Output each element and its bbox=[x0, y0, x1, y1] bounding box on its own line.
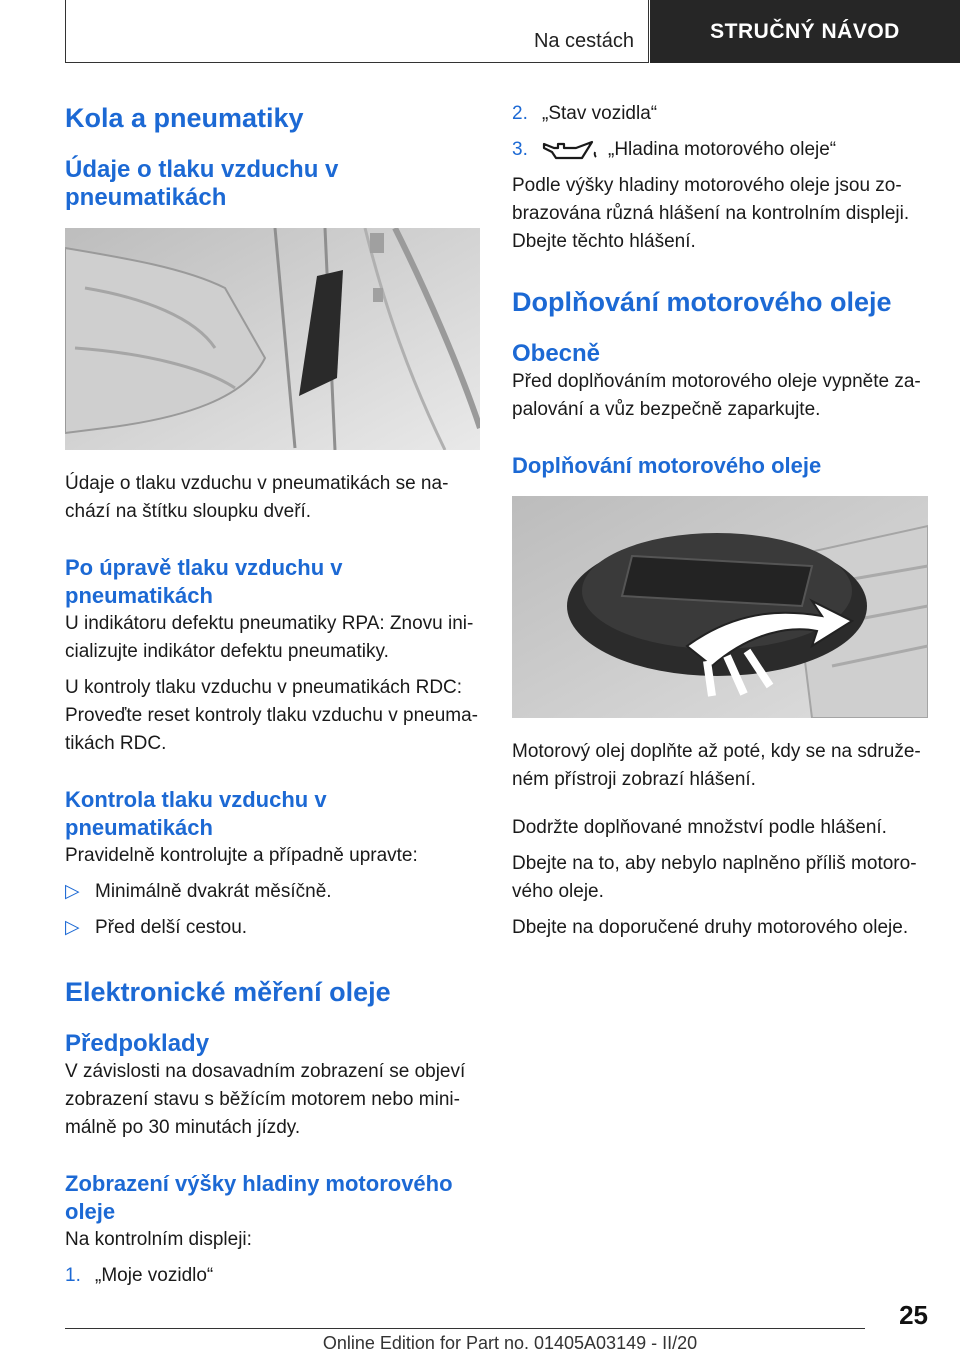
right-column bbox=[512, 100, 928, 942]
heading-oil-measurement: Elektronické měření oleje bbox=[65, 977, 391, 1007]
heading-general: Obecně bbox=[512, 340, 601, 367]
text-check-intro: Pravidelně kontrolujte a případně upravte: bbox=[65, 845, 418, 866]
list-item: ▷ Minimálně dvakrát měsíčně. bbox=[65, 878, 480, 906]
list-item: ▷ Před delší cestou. bbox=[65, 914, 480, 942]
list-item: 1. „Moje vozidlo“ bbox=[65, 1265, 214, 1286]
text-overfill: Dbejte na to, aby nebylo naplněno příliš motorového oleje. bbox=[512, 853, 917, 902]
heading-check-pressure: Kontrola tlaku vzduchu v pneumatikách bbox=[65, 787, 327, 840]
triangle-bullet-icon: ▷ bbox=[65, 881, 80, 902]
heading-oil-level-display: Zobrazení výšky hladiny motorového oleje bbox=[65, 1171, 453, 1224]
footer-divider bbox=[65, 1328, 865, 1329]
footer-edition: Online Edition for Part no. 01405A03149 - II/20 bbox=[322, 1333, 698, 1353]
text-topup-after-message: Motorový olej doplňte až poté, kdy se na sdruženém přístroji zobrazí hlášení. bbox=[512, 741, 921, 790]
text-messages: Podle výšky hladiny motorového oleje jsou zobrazována různá hlášení na kontrolním displeji. Dbejte těchto hlášení. bbox=[512, 175, 910, 252]
text-grades: Dbejte na doporučené druhy motorového oleje. bbox=[512, 917, 909, 938]
heading-topup-oil-2: Doplňování motorového oleje bbox=[512, 453, 822, 478]
left-column bbox=[65, 100, 480, 1290]
text-control-display: Na kontrolním displeji: bbox=[65, 1229, 252, 1250]
heading-after-adjust: Po úpravě tlaku vzduchu v pneumatikách bbox=[65, 555, 343, 608]
heading-wheels: Kola a pneumatiky bbox=[65, 103, 304, 133]
text-rdc: U kontroly tlaku vzduchu v pneumatikách RDC: Proveďte reset kontroly tlaku vzduchu v pneumatikách RDC. bbox=[65, 677, 478, 754]
text-general: Před doplňováním motorového oleje vypněte zapalování a vůz bezpečně zaparkujte. bbox=[512, 371, 921, 420]
list-item: 2. „Stav vozidla“ bbox=[512, 103, 658, 124]
triangle-bullet-icon: ▷ bbox=[65, 917, 80, 938]
heading-tire-pressure: Údaje o tlaku vzduchu v pneumatikách bbox=[65, 156, 339, 211]
list-item: 3. „Hladina motorového oleje“ bbox=[512, 139, 837, 160]
oil-filler-cap-illustration bbox=[512, 496, 928, 718]
heading-prerequisites: Předpoklady bbox=[65, 1030, 210, 1057]
text-quantity: Dodržte doplňované množství podle hlášení. bbox=[512, 817, 887, 838]
text-rpa: U indikátoru defektu pneumatiky RPA: Znovu inicializujte indikátor defektu pneumatiky. bbox=[65, 613, 474, 662]
text-prerequisites: V závislosti na dosavadním zobrazení se objeví zobrazení stavu s běžícím motorem nebo minimálně po 30 minutách jízdy. bbox=[65, 1061, 466, 1138]
header-section: Na cestách bbox=[533, 30, 634, 52]
heading-topup-oil: Doplňování motorového oleje bbox=[512, 287, 892, 317]
header-frame bbox=[65, 0, 649, 63]
text-pressure-location: Údaje o tlaku vzduchu v pneumatikách se nachází na štítku sloupku dveří. bbox=[65, 473, 449, 522]
header-guide-tab: STRUČNÝ NÁVOD bbox=[650, 0, 960, 63]
page-number: 25 bbox=[899, 1300, 928, 1330]
door-pillar-illustration bbox=[65, 228, 480, 450]
oil-can-icon bbox=[542, 138, 598, 162]
